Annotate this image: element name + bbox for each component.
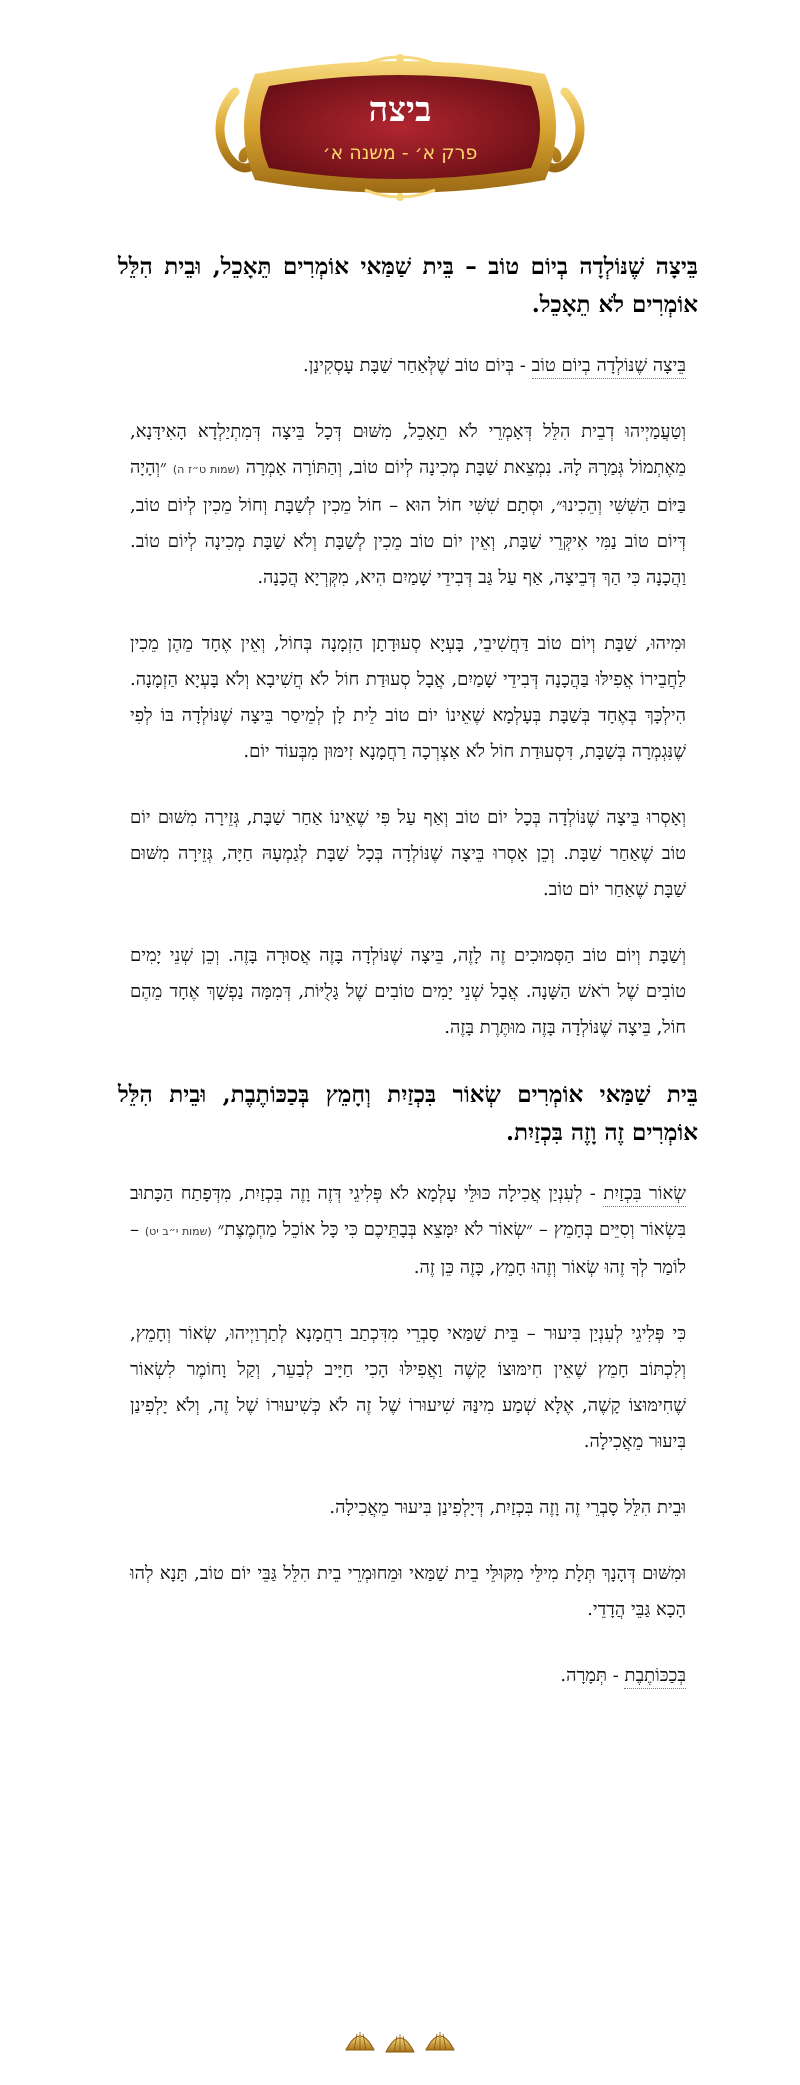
chapter-banner (215, 52, 585, 202)
shell-ornament-icon (340, 2020, 460, 2060)
commentary-paragraph (130, 348, 686, 384)
commentary-paragraph: וְשַׁבָּת וְיוֹם טוֹב הַסְּמוּכִים זֶה לָזֶה, בֵּיצָה שֶׁנּוֹלְדָה בָּזֶה אֲסוּרָה בָּזֶה. וְכֵן שְׁנֵי יָמִים טוֹבִים שֶׁל רֹאשׁ הַשָּׁנָה. אֲבָל שְׁנֵי יָמִים טוֹבִים שֶׁל גָּלֻיּוֹת, דְּמִמָּה נַפְשָׁךְ אֶחָד מֵהֶם חוֹל, בֵּיצָה שֶׁנּוֹלְדָה בָּזֶה מוּתֶּרֶת בָּזֶה. (130, 945, 686, 1038)
commentary-paragraph: כִּי פְּלִיגֵי לְעִנְיַן בִּיעוּר – בֵּית שַׁמַּאי סָבְרֵי מִדִּכְתַב רַחֲמָנָא לְתַרְוַיְיהוּ, שְׂאוֹר וְחָמֵץ, וְלִכְתּוֹב חָמֵץ שֶׁאֵין חִימּוּצוֹ קָשֶׁה וַאֲפִילּוּ הָכִי חַיָּיב לְבַעֵר, וְקַל וָחוֹמֶר לִשְׂאוֹר שֶׁחִימּוּצוֹ קָשֶׁה, אֶלָּא שְׁמַע מִינַּהּ שִׁיעוּרוֹ שֶׁל זֶה לֹא כְּשִׁיעוּרוֹ שֶׁל זֶה, וְלֹא יָלְפִינַן בִּיעוּר מֵאֲכִילָה. (130, 1323, 686, 1452)
commentary-text: - תְּמָרָה. (560, 1665, 625, 1686)
commentary-text: - לְעִנְיַן אֲכִילָה כּוּלֵּי עָלְמָא לֹא פְּלִיגֵי דְּזֶה וָזֶה בִּכְזַיִת, מִדְּפָתַח הַכָּתוּב בִּשְׂאוֹר וְסִיֵּים בְּחָמֵץ – ״שְׂאוֹר לֹא יִמָּצֵא בְּבָתֵּיכֶם כִּי כָּל אוֹכֵל מַחְמֶצֶת״ (130, 1183, 686, 1240)
verse-citation: (שמות ט״ז ה) (172, 463, 240, 476)
commentary-paragraph (130, 414, 686, 596)
commentary-text: ״וְהָיָה בַּיּוֹם הַשִּׁשִּׁי וְהֵכִינוּ״, וּסְתָם שִׁשִּׁי חוֹל הוּא – חוֹל מֵכִין לְשַׁבָּת וְחוֹל מֵכִין לְיוֹם טוֹב, דְּיוֹם טוֹב נַמִּי אִיקְּרֵי שַׁבָּת, וְאֵין יוֹם טוֹב מֵכִין לְשַׁבָּת וְלֹא שַׁבָּת מְכִינָה לְיוֹם טוֹב. וַהֲכָנָה כִּי הַךְ דְּבֵיצָה, אַף עַל גַּב דְּבִידֵי שָׁמַיִם הִיא, מִקְּרְיָא הֲכָנָה. (130, 457, 686, 588)
chapter-title: ביצה (368, 90, 432, 130)
commentary-paragraph: וְאָסְרוּ בֵּיצָה שֶׁנּוֹלְדָה בְּכָל יוֹם טוֹב וְאַף עַל פִּי שֶׁאֵינוֹ אַחַר שַׁבָּת, גְּזֵירָה מִשּׁוּם יוֹם טוֹב שֶׁאַחַר שַׁבָּת. וְכֵן אָסְרוּ בֵּיצָה שֶׁנּוֹלְדָה בְּכָל שַׁבָּת לְגַמְעָהּ חַיָּה, גְּזֵירָה מִשּׁוּם שַׁבָּת שֶׁאַחַר יוֹם טוֹב. (130, 807, 686, 900)
footer-ornament (340, 2020, 460, 2060)
verse-citation: (שמות י״ב יט) (144, 1225, 212, 1238)
mishnah-content (118, 248, 698, 1724)
commentary-paragraph: וּמִיהוּ, שַׁבָּת וְיוֹם טוֹב דַּחֲשִׁיבֵי, בָּעְיָא סְעוּדָתָן הַזְמָנָה בְּחוֹל, וְאֵין אֶחָד מֵהֶן מֵכִין לַחֲבֵירוֹ אֲפִילּוּ בַּהֲכָנָה דְּבִידֵי שָׁמַיִם, אֲבָל סְעוּדַת חוֹל לֹא חֲשִׁיבָא וְלֹא בָּעְיָא הַזְמָנָה. הִילְכָּךְ בְּאֶחָד בְּשַׁבָּת בְּעָלְמָא שֶׁאֵינוֹ יוֹם טוֹב לֵית לָן לְמֵיסַר בֵּיצָה שֶׁנּוֹלְדָה בּוֹ לְפִי שֶׁנִּגְמְרָה בְּשַׁבָּת, דִּסְעוּדַת חוֹל לֹא אַצְרְכָה רַחֲמָנָא זִימּוּן מִבְּעוֹד יוֹם. (130, 633, 686, 762)
dibbur-hamatchil: שְׂאוֹר בִּכְזַיִת (603, 1183, 686, 1207)
chapter-subtitle: פרק א׳ - משנה א׳ (322, 142, 478, 164)
commentary-paragraph (130, 1176, 686, 1286)
mishnah-text: בֵּיצָה שֶׁנּוֹלְדָה בְיוֹם טוֹב – בֵּית שַׁמַּאי אוֹמְרִים תֵּאָכֵל, וּבֵית הִלֵּל אוֹמְרִים לֹא תֵאָכֵל. (118, 253, 698, 318)
commentary-text: – לוֹמַר לְךָ זֶהוּ שְׂאוֹר וְזֶהוּ חָמֵץ, כָּזֶה כֵּן זֶה. (130, 1219, 686, 1278)
commentary-text: וְטַעֲמַיְיהוּ דְבֵית הִלֵּל דְּאָמְרֵי לֹא תֵאָכֵל, מִשּׁוּם דְּכָל בֵּיצָה דְּמִתְיַלְדָא הָאִידָּנָא, מֵאֶתְמוֹל גְּמַרָהּ לָהּ. נִמְצֵאת שַׁבָּת מְכִינָה לְיוֹם טוֹב, וְהַתּוֹרָה אָמְרָה (130, 421, 686, 478)
mishnah-text: בֵּית שַׁמַּאי אוֹמְרִים שְׂאוֹר בִּכְזַיִת וְחָמֵץ בְּכַכּוֹתֶבֶת, וּבֵית הִלֵּל אוֹמְרִים זֶה וָזֶה בִּכְזַיִת. (118, 1081, 698, 1146)
dibbur-hamatchil: בֵּיצָה שֶׁנּוֹלְדָה בְיוֹם טוֹב (532, 355, 686, 379)
dibbur-hamatchil: בְּכַכּוֹתֶבֶת (624, 1665, 686, 1689)
commentary-paragraph: וּמִשּׁוּם דְּהָנָךְ תְּלָת מִילֵּי מִקּוּלֵּי בֵית שַׁמַּאי וּמֵחוּמְרֵי בֵית הִלֵּל גַּבֵּי יוֹם טוֹב, תָּנָא לְהוּ הָכָא גַּבֵּי הֲדָדֵי. (130, 1563, 686, 1620)
commentary-paragraph (130, 1658, 686, 1694)
commentary-paragraph: וּבֵית הִלֵּל סָבְרֵי זֶה וָזֶה בִּכְזַיִת, דְּיָלְפִינַן בִּיעוּר מֵאֲכִילָה. (329, 1497, 686, 1518)
commentary-text: - בְּיוֹם טוֹב שֶׁלְּאַחַר שַׁבָּת עָסְקִינַן. (303, 355, 532, 376)
